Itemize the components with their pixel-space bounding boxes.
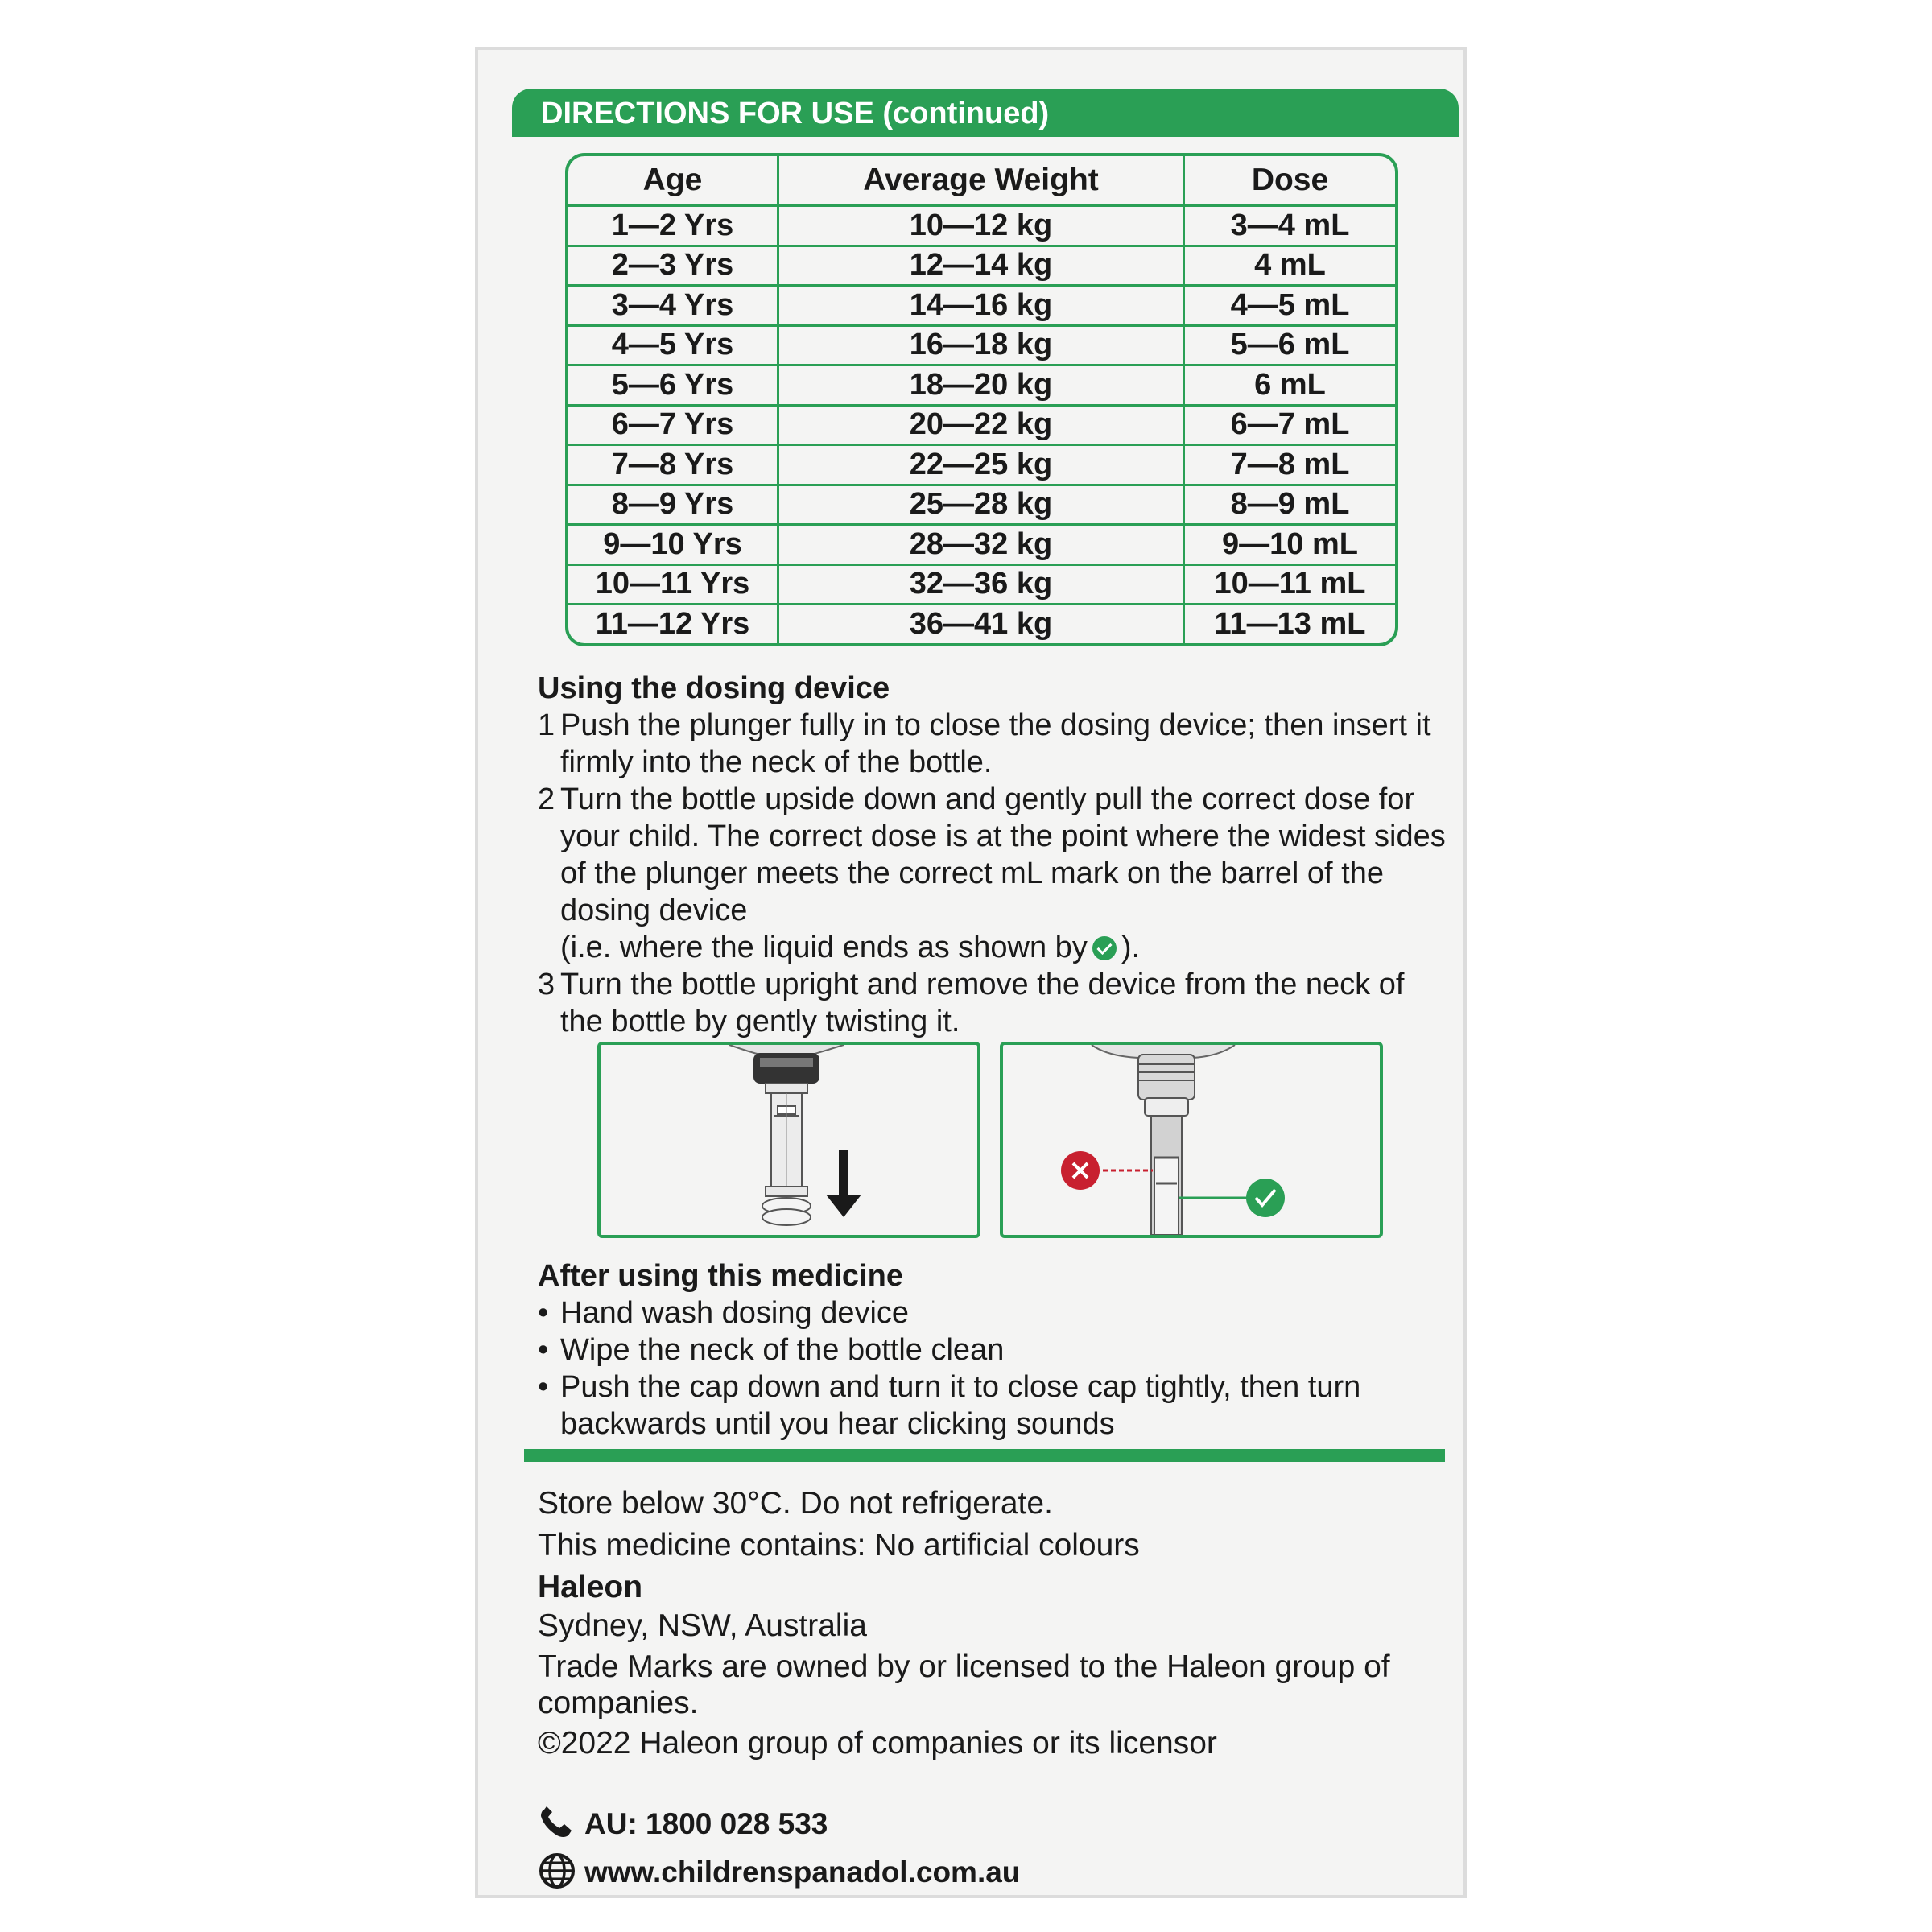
age-cell: 8—9 Yrs — [568, 486, 779, 526]
section-divider — [524, 1449, 1445, 1462]
age-cell: 4—5 Yrs — [568, 327, 779, 367]
step-text-note: (i.e. where the liquid ends as shown by — [560, 931, 1088, 964]
step-text: Turn the bottle upright and remove the device from the neck of the bottle by gently twisting it. — [560, 968, 1405, 1038]
step-text: Turn the bottle upside down and gently pull the correct dose for your child. The correct dose is at the point where the widest sides of the plunger meets the correct mL mark on the barrel of the dosing device — [560, 782, 1446, 927]
age-cell: 1—2 Yrs — [568, 207, 779, 247]
dose-cell: 11—13 mL — [1214, 606, 1366, 641]
weight-cell: 14—16 kg — [779, 287, 1185, 327]
dosing-table — [565, 153, 1398, 646]
dose-cell: 8—9 mL — [1185, 486, 1395, 526]
dose-cell: 5—6 mL — [1185, 327, 1395, 367]
step-1 — [538, 707, 1447, 781]
after-use-section — [538, 1257, 1447, 1443]
weight-cell: 28—32 kg — [779, 526, 1185, 566]
weight-cell: 22—25 kg — [779, 446, 1185, 486]
bullet-text: Push the cap down and turn it to close cap tightly, then turn backwards until you hear clicking sounds — [560, 1370, 1361, 1441]
dose-cell: 7—8 mL — [1185, 446, 1395, 486]
age-cell: 5—6 Yrs — [568, 366, 779, 407]
dose-cell: 4—5 mL — [1185, 287, 1395, 327]
storage-section — [538, 1484, 1391, 1763]
illustration-correct-dose — [1000, 1042, 1383, 1238]
age-cell: 2—3 Yrs — [568, 247, 779, 287]
table-row — [568, 446, 1395, 486]
table-row — [568, 486, 1395, 526]
bullet-icon: • — [538, 1333, 549, 1367]
table-row — [568, 407, 1395, 447]
website-contact[interactable] — [538, 1852, 1020, 1890]
company-name: Haleon — [538, 1570, 643, 1604]
column-header-weight: Average Weight — [779, 156, 1185, 207]
bullet-text: Hand wash dosing device — [560, 1296, 910, 1330]
dosing-device-heading: Using the dosing device — [538, 671, 890, 705]
step-text-note-end: ). — [1121, 931, 1141, 964]
list-item — [538, 1368, 1406, 1443]
after-use-heading: After using this medicine — [538, 1259, 903, 1293]
directions-header — [512, 89, 1459, 137]
dosing-device-section — [538, 670, 1447, 1040]
dose-cell: 9—10 mL — [1185, 526, 1395, 566]
weight-cell: 12—14 kg — [779, 247, 1185, 287]
bullet-icon: • — [538, 1296, 549, 1330]
age-cell: 11—12 Yrs — [568, 605, 779, 643]
weight-cell: 20—22 kg — [779, 407, 1185, 447]
weight-cell: 32—36 kg — [779, 566, 1185, 606]
column-header-dose: Dose — [1185, 156, 1395, 207]
table-row — [568, 247, 1395, 287]
illustration-insert-device — [597, 1042, 980, 1238]
weight-cell: 25—28 kg — [779, 486, 1185, 526]
weight-cell: 10—12 kg — [779, 207, 1185, 247]
bullet-text: Wipe the neck of the bottle clean — [560, 1333, 1005, 1367]
weight-cell: 18—20 kg — [779, 366, 1185, 407]
table-row — [568, 526, 1395, 566]
green-check-icon — [1092, 936, 1117, 960]
step-3 — [538, 966, 1447, 1040]
weight-cell: 16—18 kg — [779, 327, 1185, 367]
globe-icon — [538, 1852, 576, 1890]
list-item — [538, 1294, 1447, 1331]
step-number: 3 — [538, 968, 555, 1001]
bullet-icon: • — [538, 1370, 549, 1404]
column-header-age: Age — [568, 156, 779, 207]
dose-marking-illustration — [1003, 1045, 1380, 1235]
age-cell: 9—10 Yrs — [568, 526, 779, 566]
directions-title: DIRECTIONS FOR USE (continued) — [541, 97, 1050, 130]
age-cell: 7—8 Yrs — [568, 446, 779, 486]
phone-contact — [538, 1806, 828, 1841]
table-row — [568, 605, 1395, 643]
dose-cell: 6 mL — [1185, 366, 1395, 407]
trademark-text: Trade Marks are owned by or licensed to the Haleon group of companies. — [538, 1649, 1390, 1720]
age-cell: 6—7 Yrs — [568, 407, 779, 447]
dose-cell: 3—4 mL — [1185, 207, 1395, 247]
step-number: 1 — [538, 708, 555, 742]
table-row — [568, 366, 1395, 407]
syringe-insert-illustration — [601, 1045, 977, 1235]
step-text: Push the plunger fully in to close the dosing device; then insert it firmly into the neck of the bottle. — [560, 708, 1431, 779]
table-row — [568, 287, 1395, 327]
table-row — [568, 327, 1395, 367]
age-cell: 3—4 Yrs — [568, 287, 779, 327]
dose-cell: 10—11 mL — [1185, 566, 1395, 606]
dose-cell: 4 mL — [1185, 247, 1395, 287]
website-link[interactable]: www.childrenspanadol.com.au — [584, 1856, 1021, 1889]
weight-cell: 36—41 kg — [779, 605, 1185, 643]
table-row — [568, 207, 1395, 247]
storage-text: Store below 30°C. Do not refrigerate. — [538, 1486, 1053, 1521]
table-row — [568, 566, 1395, 606]
phone-icon — [538, 1806, 576, 1840]
step-number: 2 — [538, 782, 555, 816]
step-2 — [538, 781, 1447, 966]
green-check-icon — [1246, 1179, 1285, 1217]
phone-number: AU: 1800 028 533 — [584, 1807, 828, 1840]
copyright-text: ©2022 Haleon group of companies or its licensor — [538, 1726, 1217, 1761]
table-header-row — [568, 156, 1395, 207]
label-panel — [475, 47, 1467, 1898]
ingredients-text: This medicine contains: No artificial colours — [538, 1528, 1140, 1563]
list-item — [538, 1331, 1447, 1368]
dose-cell: 6—7 mL — [1185, 407, 1395, 447]
age-cell: 10—11 Yrs — [568, 566, 779, 606]
company-address: Sydney, NSW, Australia — [538, 1608, 867, 1643]
